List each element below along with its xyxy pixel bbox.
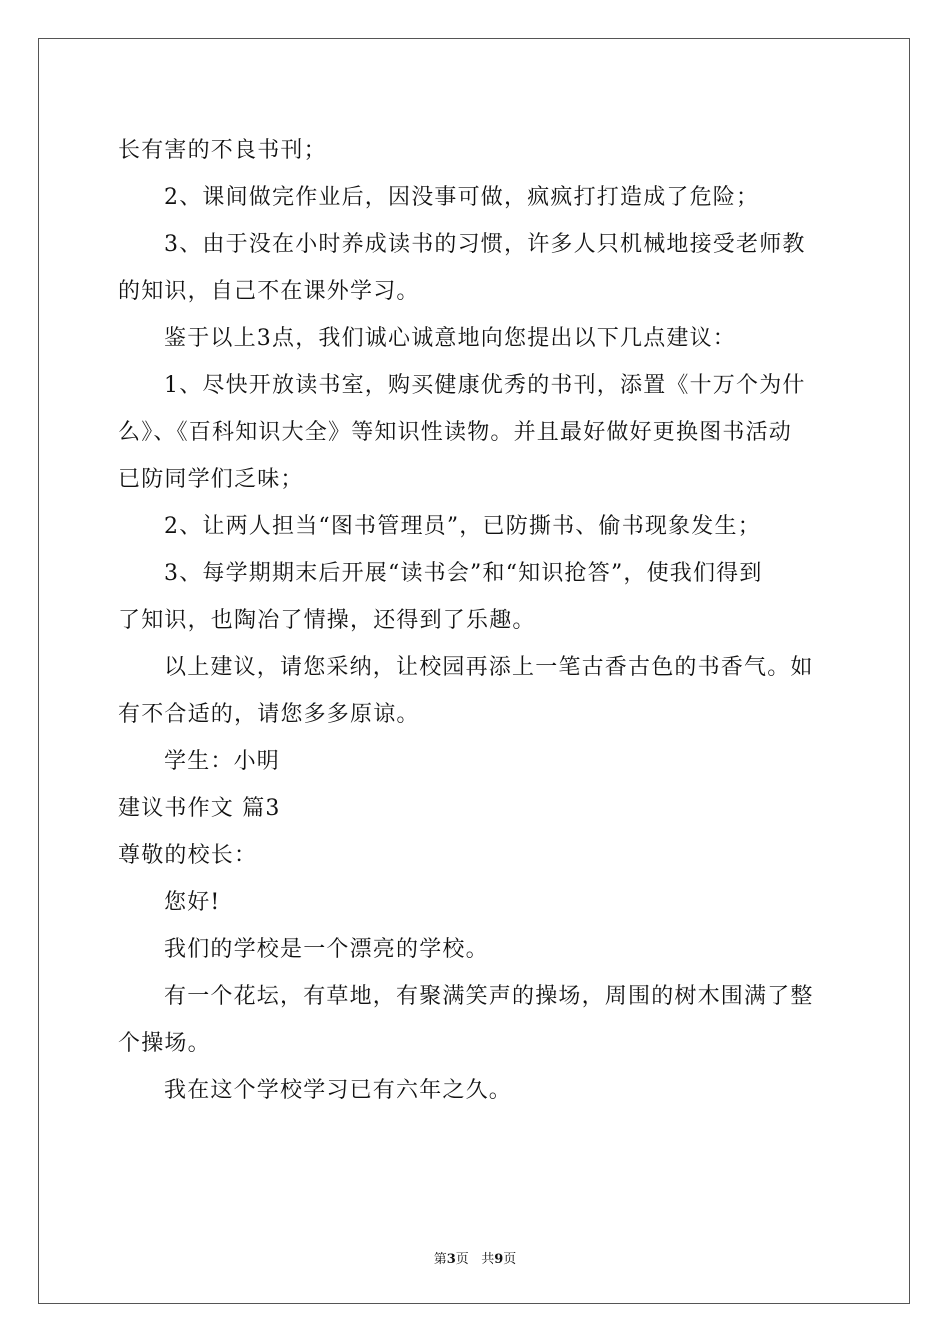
page-current: 3	[446, 1252, 456, 1267]
text-line: 鉴于以上3点，我们诚心诚意地向您提出以下几点建议：	[164, 326, 736, 351]
section-heading: 建议书作文 篇3	[118, 796, 281, 821]
page-unit: 页	[455, 1252, 469, 1267]
text-line: 我在这个学校学习已有六年之久。	[164, 1078, 513, 1103]
text-line: 有一个花坛，有草地，有聚满笑声的操场，周围的树木围满了整	[164, 984, 814, 1009]
page-prefix: 第	[433, 1252, 447, 1267]
text-line: 3、由于没在小时养成读书的习惯，许多人只机械地接受老师教	[164, 232, 806, 257]
text-line: 2、让两人担当“图书管理员”，已防撕书、偷书现象发生；	[164, 514, 761, 539]
salutation: 尊敬的校长：	[118, 843, 258, 868]
text-line: 的知识，自己不在课外学习。	[118, 279, 420, 304]
total-prefix: 共	[481, 1252, 495, 1267]
text-line: 个操场。	[118, 1031, 211, 1056]
text-line: 3、每学期期末后开展“读书会”和“知识抢答”，使我们得到	[164, 561, 763, 586]
text-line: 以上建议，请您采纳，让校园再添上一笔古香古色的书香气。如	[164, 655, 814, 680]
text-line: 有不合适的，请您多多原谅。	[118, 702, 420, 727]
text-line: 已防同学们乏味；	[118, 467, 304, 492]
text-line: 1、尽快开放读书室，购买健康优秀的书刊，添置《十万个为什	[164, 373, 806, 398]
text-line: 长有害的不良书刊；	[118, 138, 327, 163]
text-line: 了知识，也陶冶了情操，还得到了乐趣。	[118, 608, 536, 633]
signature-line: 学生：小明	[164, 749, 281, 774]
page-footer	[0, 1248, 950, 1267]
page-total: 9	[494, 1252, 504, 1267]
text-line: 么》、《百科知识大全》等知识性读物。并且最好做好更换图书活动	[118, 420, 793, 445]
greeting: 您好!	[164, 890, 221, 915]
text-line: 我们的学校是一个漂亮的学校。	[164, 937, 489, 962]
total-unit: 页	[503, 1252, 517, 1267]
document-body	[118, 127, 834, 1114]
text-line: 2、课间做完作业后，因没事可做，疯疯打打造成了危险；	[164, 185, 760, 210]
